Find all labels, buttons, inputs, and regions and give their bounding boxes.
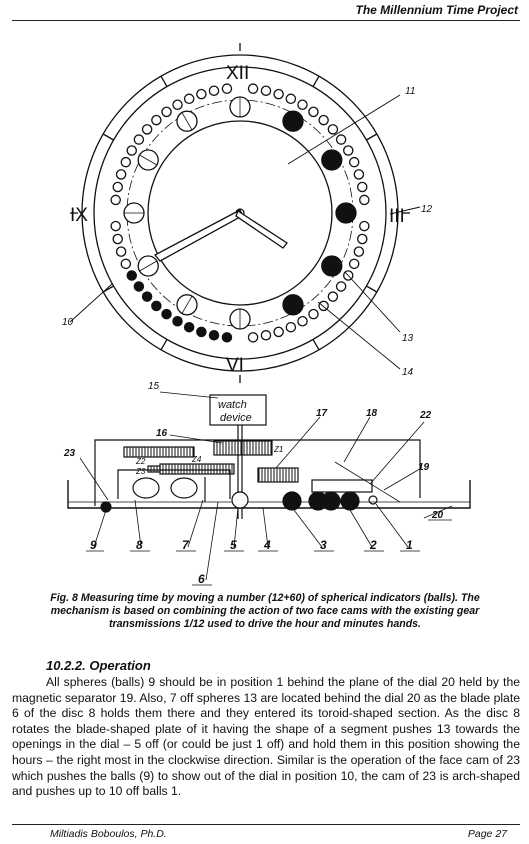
toroid-right (171, 478, 197, 498)
minute-ball (274, 327, 283, 336)
dial-tick (313, 339, 319, 349)
dial-tick (313, 76, 319, 86)
label-z4: Z4 (192, 455, 202, 464)
minute-ball (127, 271, 136, 280)
minute-ball (319, 116, 328, 125)
label-8: 8 (136, 538, 143, 552)
gear-z2 (124, 447, 194, 457)
label-6: 6 (198, 572, 205, 586)
label-16: 16 (156, 428, 168, 439)
minute-ball (209, 86, 218, 95)
minute-ball (185, 323, 194, 332)
ball-2b (341, 492, 359, 510)
watch-device-line2: device (220, 412, 252, 424)
leader-17 (276, 417, 320, 468)
hour-ball (336, 203, 356, 223)
leader-2 (350, 510, 372, 547)
minute-ball (309, 310, 318, 319)
minute-ball (350, 158, 359, 167)
minute-ball (248, 333, 257, 342)
toroid-left (133, 478, 159, 498)
hour-ball (322, 150, 342, 170)
minute-ball (117, 247, 126, 256)
minute-ball (185, 94, 194, 103)
minute-ball (261, 331, 270, 340)
label-22: 22 (420, 410, 432, 421)
label-z3: Z3 (136, 467, 146, 476)
minute-ball (222, 333, 231, 342)
label-13: 13 (402, 333, 414, 344)
dial-tick (103, 134, 113, 140)
minute-ball (173, 317, 182, 326)
minute-ball (127, 146, 136, 155)
gear-z1 (214, 441, 272, 455)
gear-z4 (160, 464, 234, 474)
leader-19 (384, 470, 418, 490)
page-header (12, 0, 520, 21)
figure-caption: Fig. 8 Measuring time by moving a number (12+60) of spherical indicators (balls). The mechanism is based on combining the action of two face cams with the existing gear transmissions 1/12 used to drive the hour and minutes hands. (50, 592, 480, 630)
leader-7 (188, 500, 203, 547)
ball-3a (283, 492, 301, 510)
minute-ball (286, 94, 295, 103)
numeral-bottom: VI (226, 355, 244, 376)
separator-19 (312, 480, 372, 492)
clock-dial-drawing (70, 43, 420, 383)
minute-ball (121, 259, 130, 268)
minute-ball (358, 182, 367, 191)
mechanism-figure (0, 22, 529, 588)
minute-ball (197, 90, 206, 99)
leader-3 (294, 510, 322, 547)
minute-ball (222, 84, 231, 93)
minute-ball (298, 100, 307, 109)
leader-14 (318, 302, 400, 369)
minute-ball (134, 282, 143, 291)
label-4: 4 (264, 538, 271, 552)
minute-ball (328, 292, 337, 301)
minute-ball (134, 135, 143, 144)
minute-ball (162, 310, 171, 319)
dial-tick (161, 76, 167, 86)
label-7: 7 (182, 538, 189, 552)
ball-2a (322, 492, 340, 510)
minute-ball (274, 90, 283, 99)
leader-10 (70, 284, 112, 322)
ball-5 (232, 492, 248, 508)
minute-ball (337, 135, 346, 144)
dial-tick (366, 286, 376, 292)
minute-ball (354, 170, 363, 179)
minute-ball (121, 158, 130, 167)
label-20: 20 (432, 510, 444, 521)
watch-device-line1: watch (218, 399, 247, 411)
dial-tick (161, 339, 167, 349)
label-3: 3 (320, 538, 327, 552)
numeral-right: III (389, 206, 405, 227)
label-18: 18 (366, 408, 378, 419)
gear-z3 (148, 466, 160, 472)
hour-ball (322, 256, 342, 276)
minute-ball (344, 146, 353, 155)
dial-tick (366, 134, 376, 140)
label-5: 5 (230, 538, 237, 552)
label-10: 10 (62, 317, 74, 328)
ball-1 (369, 496, 377, 504)
minute-ball (209, 331, 218, 340)
hour-hand (236, 211, 287, 248)
hour-ball (283, 295, 303, 315)
label-underlines (86, 520, 452, 585)
leader-16 (170, 435, 222, 443)
minute-ball (337, 282, 346, 291)
minute-ball (143, 292, 152, 301)
minute-ball (152, 116, 161, 125)
mechanism-section-drawing (68, 392, 470, 585)
minute-ball (354, 247, 363, 256)
minute-ball (248, 84, 257, 93)
leader-1 (376, 504, 408, 547)
minute-ball (143, 125, 152, 134)
label-z1: Z1 (274, 445, 284, 454)
minute-ball (113, 234, 122, 243)
label-17: 17 (316, 408, 328, 419)
minute-ball (261, 86, 270, 95)
minute-ball (111, 221, 120, 230)
label-12: 12 (421, 204, 433, 215)
leader-6 (206, 502, 218, 580)
watch-device-text (218, 399, 252, 424)
minute-ball (298, 317, 307, 326)
minute-ball (117, 170, 126, 179)
minute-ball (350, 259, 359, 268)
header-title: The Millennium Time Project (355, 3, 518, 17)
footer-rule (12, 824, 520, 825)
numeral-left: IX (70, 205, 88, 226)
label-15: 15 (148, 381, 160, 392)
numeral-top: XII (226, 63, 250, 84)
label-11: 11 (405, 86, 416, 97)
section-heading: 10.2.2. Operation (46, 658, 151, 673)
label-14: 14 (402, 367, 414, 378)
minute-ball (309, 107, 318, 116)
dial-plate (68, 480, 470, 508)
footer-author: Miltiadis Boboulos, Ph.D. (50, 828, 167, 840)
label-z2: Z2 (136, 457, 146, 466)
minute-ball (360, 221, 369, 230)
label-1: 1 (406, 538, 413, 552)
footer-page-number: Page 27 (467, 828, 507, 840)
minute-ball (197, 327, 206, 336)
section-body: All spheres (balls) 9 should be in position 1 behind the plane of the dial 20 held by the magnetic separator 19. Also, 7 off spheres 13 are located behind the dial 20 as the blade plate 6 of the disc 8 holds them there and they entered its toroid-shaped section. As the disc 8 rotates the blade-shaped plate of it having the shape of a segment pushes 13 towards the openings in the dial – 5 off (or could be just 1 off) and hold them in this position showing the hours – the right most in the clockwise direction. Similar is the operation of the face cam of 23 which pushes the balls (9) to show out of the dial in position 10, the cam of 23 is arch-shaped and pushes up to 10 off balls 1. (12, 675, 520, 799)
minute-ball (173, 100, 182, 109)
hour-ball (283, 111, 303, 131)
minute-hand (155, 210, 242, 261)
label-2: 2 (370, 538, 377, 552)
leader-15 (160, 392, 218, 398)
minute-ball (111, 195, 120, 204)
label-23: 23 (64, 448, 76, 459)
leader-22 (370, 422, 424, 484)
minute-ball (152, 301, 161, 310)
minute-ball (358, 234, 367, 243)
label-19: 19 (418, 462, 430, 473)
minute-ball (286, 323, 295, 332)
minute-ball (328, 125, 337, 134)
leader-23 (80, 458, 108, 500)
minute-ball (360, 195, 369, 204)
minute-ball (162, 107, 171, 116)
bottom-labels (90, 538, 413, 586)
minute-ball (113, 182, 122, 191)
label-9: 9 (90, 538, 97, 552)
cam-17 (258, 468, 298, 482)
